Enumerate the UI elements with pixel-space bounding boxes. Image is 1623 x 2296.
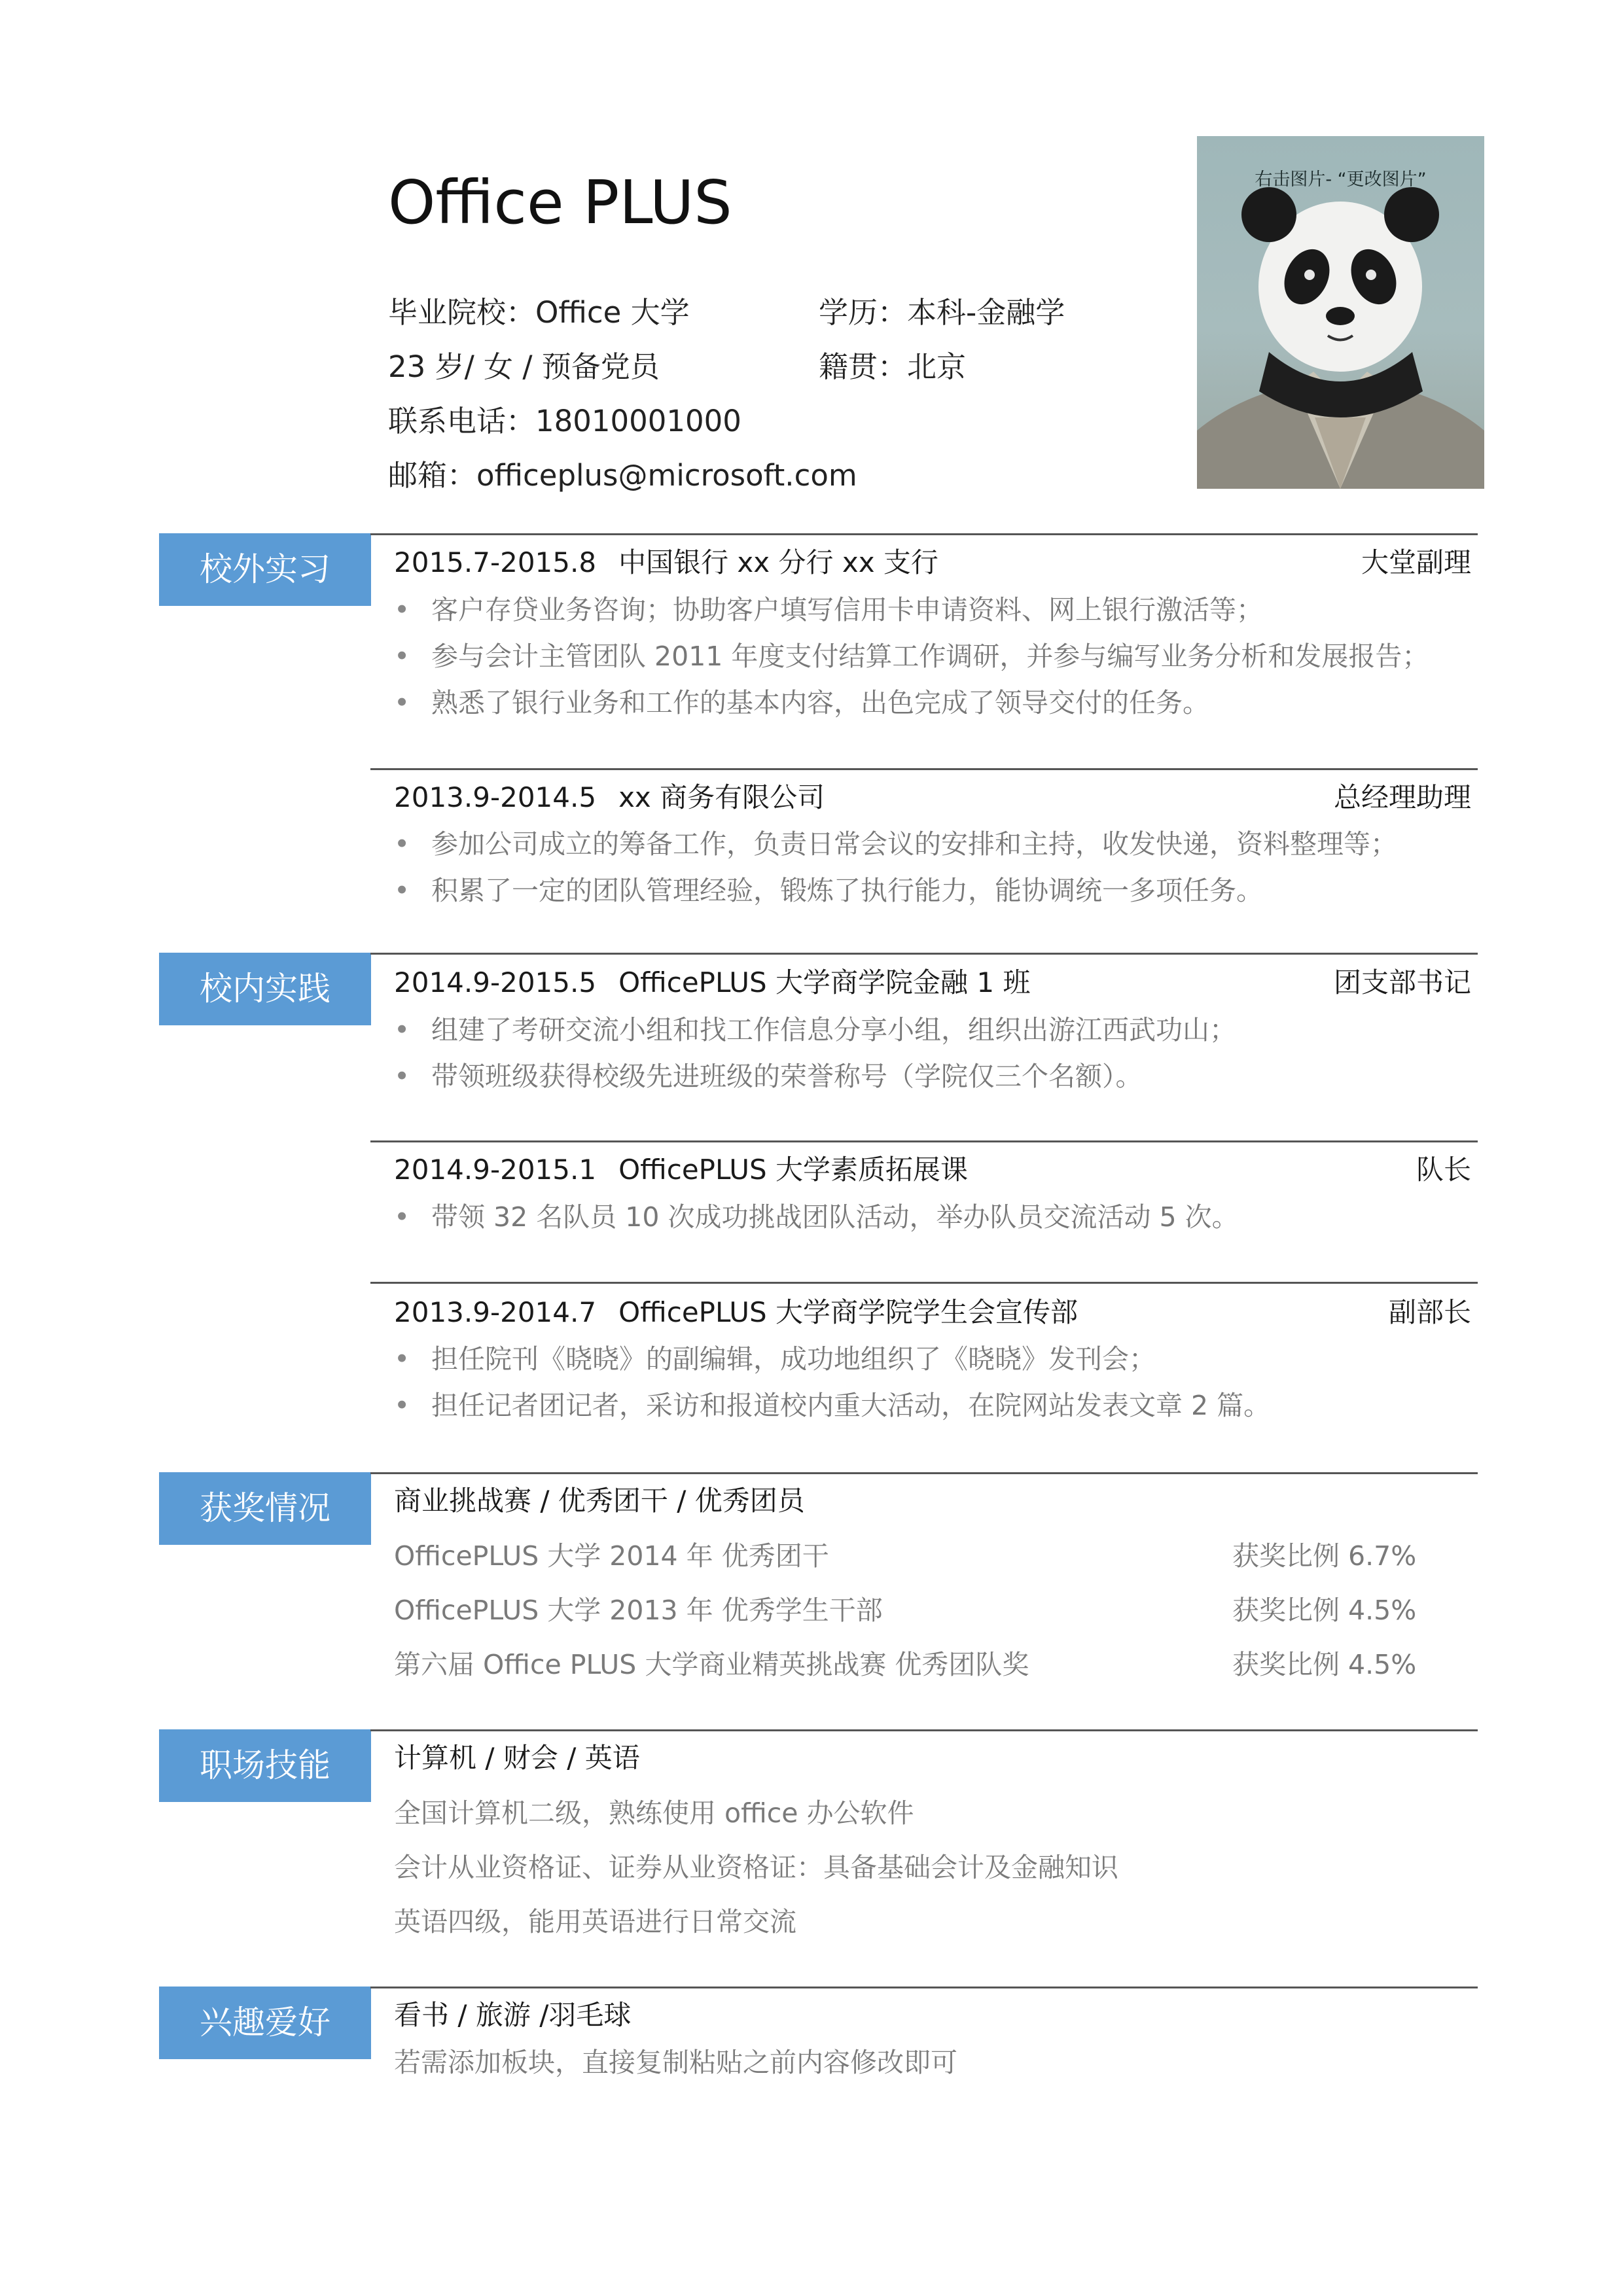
entry-date: 2013.9-2014.5 bbox=[394, 781, 597, 813]
degree-info: 学历：本科-金融学 bbox=[819, 295, 1065, 330]
section-divider bbox=[370, 1987, 1478, 1988]
list-item: • 担任记者团记者，采访和报道校内重大活动，在院网站发表文章 2 篇。 bbox=[394, 1387, 1270, 1424]
skills-summary: 计算机 / 财会 / 英语 bbox=[394, 1742, 640, 1774]
list-item: • 担任院刊《晓晓》的副编辑，成功地组织了《晓晓》发刊会； bbox=[394, 1341, 1156, 1377]
award-ratio: 获奖比例 4.5% bbox=[1232, 1649, 1417, 1680]
entry-date: 2014.9-2015.5 bbox=[394, 966, 597, 998]
school-info: 毕业院校：Office 大学 bbox=[388, 295, 690, 330]
entry-org: xx 商务有限公司 bbox=[618, 781, 825, 813]
hometown-info: 籍贯：北京 bbox=[819, 349, 967, 384]
list-item: • 熟悉了银行业务和工作的基本内容，出色完成了领导交付的任务。 bbox=[394, 684, 1209, 721]
entry-header bbox=[394, 779, 1471, 816]
skill-item: 全国计算机二级，熟练使用 office 办公软件 bbox=[394, 1797, 914, 1829]
candidate-name: Office PLUS bbox=[388, 168, 732, 238]
section-label-hobbies: 兴趣爱好 bbox=[159, 1987, 371, 2059]
bullet-icon: • bbox=[394, 1061, 410, 1092]
personal-info: 23 岁/ 女 / 预备党员 bbox=[388, 349, 660, 384]
entry-header bbox=[394, 1152, 1471, 1188]
skill-item: 会计从业资格证、证券从业资格证：具备基础会计及金融知识 bbox=[394, 1852, 1118, 1883]
profile-photo[interactable] bbox=[1197, 136, 1484, 489]
entry-date: 2015.7-2015.8 bbox=[394, 546, 597, 578]
award-item: OfficePLUS 大学 2013 年 优秀学生干部 bbox=[394, 1595, 883, 1626]
awards-summary: 商业挑战赛 / 优秀团干 / 优秀团员 bbox=[394, 1485, 805, 1517]
bullet-icon: • bbox=[394, 594, 410, 626]
entry-header bbox=[394, 964, 1471, 1001]
hobbies-summary: 看书 / 旅游 /羽毛球 bbox=[394, 1999, 632, 2031]
entry-divider bbox=[370, 1282, 1478, 1284]
award-item: 第六届 Office PLUS 大学商业精英挑战赛 优秀团队奖 bbox=[394, 1649, 1029, 1680]
entry-org: OfficePLUS 大学商学院学生会宣传部 bbox=[618, 1296, 1079, 1328]
entry-org: 中国银行 xx 分行 xx 支行 bbox=[618, 546, 938, 578]
entry-date: 2014.9-2015.1 bbox=[394, 1154, 597, 1186]
bullet-icon: • bbox=[394, 828, 410, 860]
section-label-campus: 校内实践 bbox=[159, 953, 371, 1025]
bullet-icon: • bbox=[394, 1201, 410, 1233]
entry-role: 大堂副理 bbox=[1361, 546, 1471, 578]
section-label-awards: 获奖情况 bbox=[159, 1472, 371, 1545]
list-item: • 带领班级获得校级先进班级的荣誉称号（学院仅三个名额）。 bbox=[394, 1058, 1143, 1095]
photo-caption: 右击图片- “更改图片” bbox=[1255, 169, 1427, 190]
entry-org: OfficePLUS 大学商学院金融 1 班 bbox=[618, 966, 1031, 998]
bullet-icon: • bbox=[394, 1343, 410, 1375]
entry-header bbox=[394, 544, 1471, 581]
entry-org: OfficePLUS 大学素质拓展课 bbox=[618, 1154, 969, 1186]
entry-header bbox=[394, 1294, 1471, 1331]
entry-role: 副部长 bbox=[1388, 1296, 1471, 1328]
section-divider bbox=[370, 533, 1478, 535]
bullet-icon: • bbox=[394, 1390, 410, 1421]
entry-date: 2013.9-2014.7 bbox=[394, 1296, 597, 1328]
list-item: • 组建了考研交流小组和找工作信息分享小组，组织出游江西武功山； bbox=[394, 1012, 1236, 1048]
skill-item: 英语四级，能用英语进行日常交流 bbox=[394, 1906, 796, 1937]
section-label-skills: 职场技能 bbox=[159, 1729, 371, 1802]
award-ratio: 获奖比例 6.7% bbox=[1232, 1540, 1417, 1572]
bullet-icon: • bbox=[394, 641, 410, 672]
list-item: • 积累了一定的团队管理经验，锻炼了执行能力，能协调统一多项任务。 bbox=[394, 872, 1263, 909]
section-divider bbox=[370, 953, 1478, 955]
award-ratio: 获奖比例 4.5% bbox=[1232, 1595, 1417, 1626]
bullet-icon: • bbox=[394, 875, 410, 906]
entry-role: 团支部书记 bbox=[1333, 966, 1471, 998]
entry-role: 队长 bbox=[1416, 1154, 1471, 1186]
award-item: OfficePLUS 大学 2014 年 优秀团干 bbox=[394, 1540, 829, 1572]
entry-divider bbox=[370, 1140, 1478, 1142]
bullet-icon: • bbox=[394, 687, 410, 718]
hobby-item: 若需添加板块，直接复制粘贴之前内容修改即可 bbox=[394, 2047, 957, 2078]
list-item: • 参加公司成立的筹备工作，负责日常会议的安排和主持，收发快递，资料整理等； bbox=[394, 826, 1397, 862]
bullet-icon: • bbox=[394, 1014, 410, 1046]
list-item: • 带领 32 名队员 10 次成功挑战团队活动，举办队员交流活动 5 次。 bbox=[394, 1199, 1239, 1235]
section-label-internship: 校外实习 bbox=[159, 533, 371, 606]
list-item: • 客户存贷业务咨询；协助客户填写信用卡申请资料、网上银行激活等； bbox=[394, 592, 1263, 628]
section-divider bbox=[370, 1729, 1478, 1731]
section-divider bbox=[370, 1472, 1478, 1474]
entry-divider bbox=[370, 768, 1478, 770]
entry-role: 总经理助理 bbox=[1333, 781, 1471, 813]
phone-info: 联系电话：18010001000 bbox=[388, 404, 741, 438]
list-item: • 参与会计主管团队 2011 年度支付结算工作调研，并参与编写业务分析和发展报告； bbox=[394, 638, 1429, 675]
email-info: 邮箱：officeplus@microsoft.com bbox=[388, 458, 857, 493]
